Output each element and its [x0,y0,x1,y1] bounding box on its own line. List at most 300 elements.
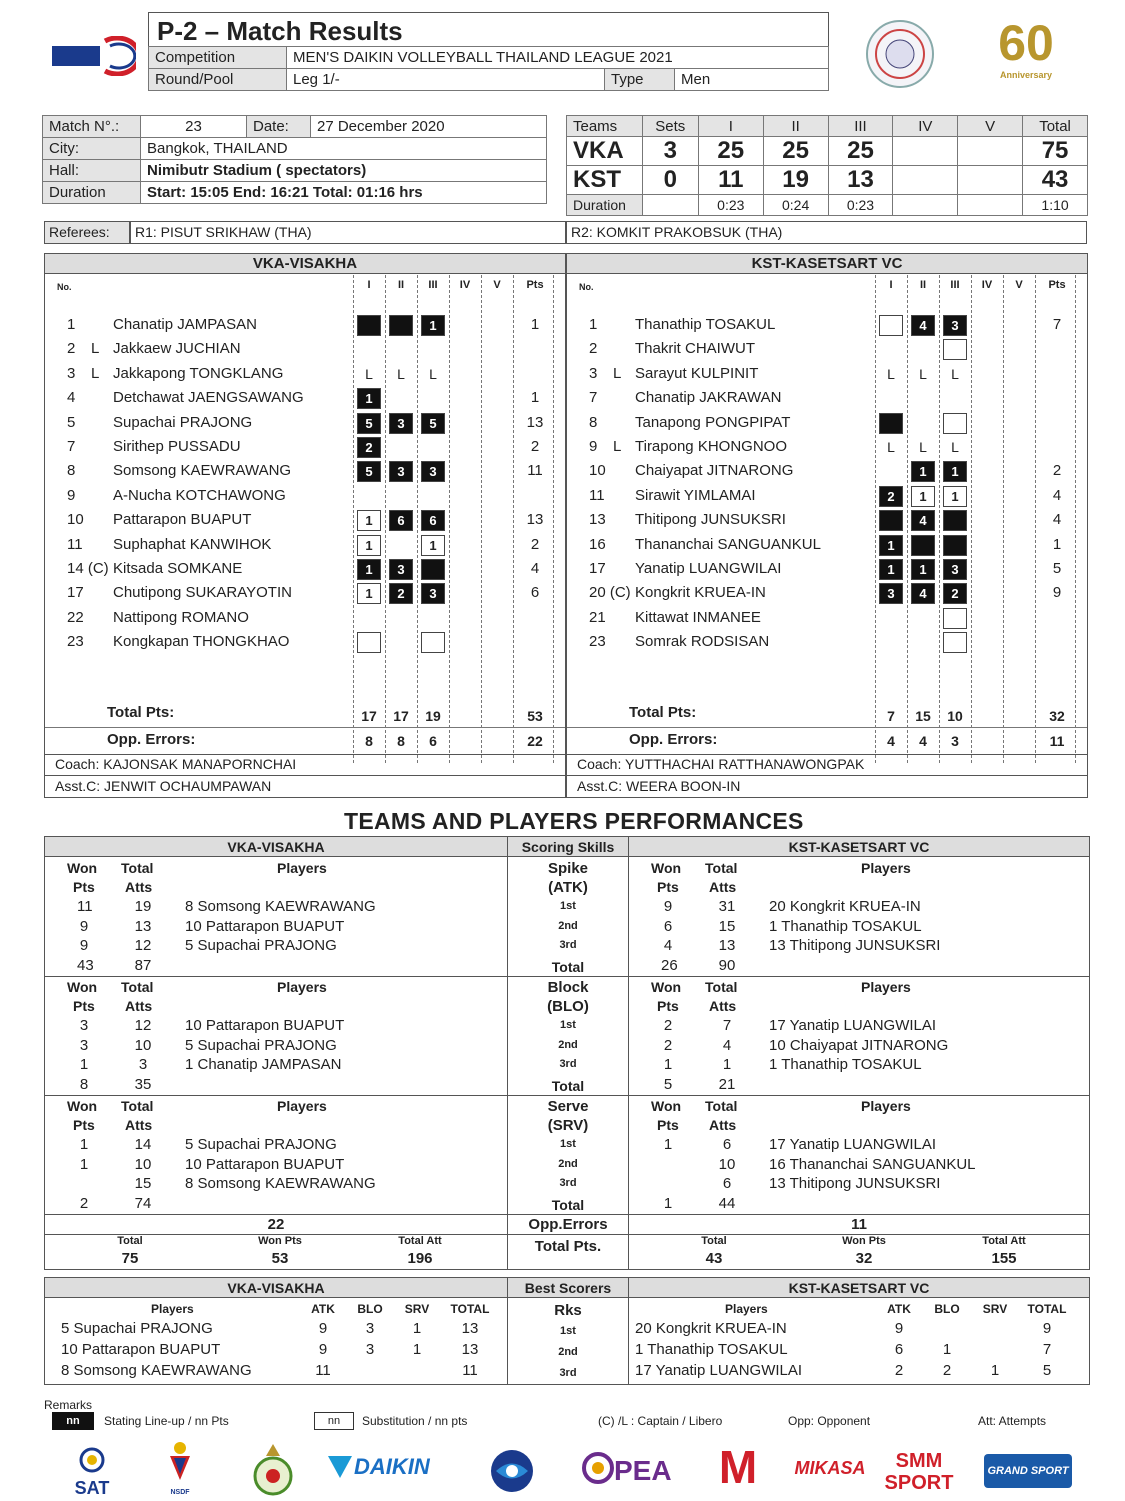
best-col-header: ATK [887,1302,911,1316]
libero-set-mark: L [365,365,373,382]
perf-team1-header: VKA-VISAKHA [45,837,507,857]
assistant-coach: Asst.C: JENWIT OCHAUMPAWAN [55,778,272,794]
player-number: 10 [589,462,606,480]
score-kst-cell [958,166,1023,195]
player-number: 13 [589,511,606,529]
skill-player: 1 Thanathip TOSAKUL [769,1056,922,1073]
rank-label: 3rd [559,1177,577,1189]
lineup-column-header: Pts [526,279,544,291]
player-number: 14 (C) [67,560,109,577]
emblem-logo [250,1442,296,1498]
totals-header: Won Pts [842,1235,886,1247]
score-duration-cell: 0:23 [828,195,893,216]
totals-header: Total [117,1235,143,1247]
lineup-column-header: Pts [1048,279,1066,291]
score-duration-cell: 0:24 [763,195,828,216]
duration-value: Start: 15:05 End: 16:21 Total: 01:16 hrs [141,182,547,204]
player-number: 23 [589,633,606,651]
player-points: 11 [527,462,543,480]
score-header-cell: Teams [567,116,643,137]
player-number: 8 [589,413,598,431]
total-atts-value: 10 [718,1155,736,1173]
player-points: 2 [530,535,540,553]
total-pts-value: 17 [361,708,377,724]
lineup-column-header: III [950,279,960,291]
lineup-divider [567,727,1087,728]
skill-player: 1 Thanathip TOSAKUL [769,917,922,935]
esports-logo [486,1448,538,1494]
starting-square [943,535,967,556]
player-number: 7 [589,389,598,407]
duration-label: Duration [43,182,141,204]
player-number: 10 [67,511,84,529]
lineup-team-name: KST-KASETSART VC [567,254,1087,274]
skill-player: 1 Chanatip JAMPASAN [185,1056,342,1073]
total-header: Total [121,860,154,876]
lineup-column-header: V [493,279,501,291]
match-info [42,115,547,204]
rks-header: Rks [554,1302,582,1319]
score-vka-cell: 3 [642,137,698,166]
player-number: 5 [67,413,76,431]
player-points: 1 [530,316,540,333]
player-name: Somrak RODSISAN [635,633,770,651]
rank-label: 2nd [558,919,578,932]
sat-logo [64,1446,120,1496]
player-points: 2 [1052,462,1062,480]
best-value: 2 [942,1362,952,1379]
totals-value: 196 [407,1250,433,1267]
best-team2-header: KST-KASETSART VC [629,1278,1089,1298]
starting-square: 1 [879,559,903,580]
atts-header: Atts [709,1117,737,1133]
total-pts-value: 17 [393,708,409,724]
lineup-column-header: IV [981,279,993,291]
best-col-header: SRV [404,1302,430,1316]
daikin-volleyball-logo [50,36,136,76]
skill-name: Block [547,979,589,996]
skill-player: 10 Pattarapon BUAPUT [185,1017,345,1034]
column-separator [481,275,482,763]
atts-header: Atts [709,998,737,1014]
remarks-label: Remarks [44,1398,93,1412]
score-vka-cell [893,137,958,166]
score-duration-cell [958,195,1023,216]
smm-sport-logo: SMM SPORT [884,1450,954,1494]
won-pts-value: 9 [663,898,673,915]
best-col-header: BLO [934,1302,960,1316]
rank-label: 1st [560,1138,576,1150]
competition-label: Competition [149,47,287,69]
opp-errors-team1: 22 [267,1216,285,1233]
daikin-logo [326,1452,452,1498]
libero-set-mark: L [919,439,927,455]
won-pts-value: 2 [663,1036,673,1054]
starting-square: 4 [911,315,935,336]
legend-starting-box: nn [52,1412,94,1430]
skill-name: Serve [547,1098,589,1115]
player-number: 22 [67,608,84,626]
player-number: 16 [589,535,606,553]
total-atts-value: 3 [138,1056,148,1073]
skill-player: 5 Supachai PRAJONG [185,1036,337,1054]
won-pts-value: 5 [663,1075,673,1093]
player-number: 4 [67,389,76,407]
skill-abbr: (SRV) [547,1117,589,1134]
starting-square [943,510,967,531]
libero-set-mark: L [887,439,895,455]
best-scorers-table [44,1277,1090,1385]
column-separator [513,275,514,763]
best-value: 1 [942,1341,952,1358]
player-number: 9 [67,486,76,504]
column-separator [1075,275,1076,763]
substitution-square [879,315,903,336]
column-separator [385,275,386,763]
player-name: Chaiyapat JITNARONG [635,462,794,480]
round-label: Round/Pool [149,69,287,91]
legend-starting: Stating Line-up / nn Pts [104,1414,229,1428]
total-header: Total [121,1098,154,1114]
libero-mark: L [91,340,100,358]
player-points: 13 [526,511,544,529]
skill-player: 8 Somsong KAEWRAWANG [185,898,376,915]
player-name: Tirapong KHONGNOO [635,438,787,455]
opp-errors-mid-label: Opp.Errors [528,1216,608,1233]
opp-errors-value: 6 [429,733,437,749]
score-kst-cell: KST [567,166,643,195]
referee-2: R2: KOMKIT PRAKOBSUK (THA) [566,221,1087,244]
starting-square: 3 [389,413,413,434]
total-pts-mid-label: Total Pts. [534,1238,602,1255]
substitution-square: 1 [421,535,445,556]
best-value: 7 [1042,1341,1052,1358]
totals-header: Total Att [982,1235,1026,1247]
score-duration-cell [642,195,698,216]
lineup-column-header: IV [459,279,471,291]
total-pts-label: Total Pts: [107,704,175,721]
player-name: Thananchai SANGUANKUL [635,535,821,553]
player-name: Kongkrit KRUEA-IN [635,584,766,602]
total-atts-value: 13 [718,937,736,954]
score-kst-cell: 13 [828,166,893,195]
total-atts-value: 1 [722,1056,732,1073]
total-header: Total [705,860,738,876]
score-vka-cell: VKA [567,137,643,166]
opp-errors-value: 4 [887,733,895,749]
score-vka-cell: 25 [828,137,893,166]
won-pts-value: 2 [79,1194,89,1212]
player-name: Chutipong SUKARAYOTIN [113,584,292,602]
starting-square: 3 [421,583,445,604]
skill-player: 17 Yanatip LUANGWILAI [769,1017,937,1034]
starting-square: 6 [389,510,413,531]
libero-mark: L [613,438,622,455]
player-name: Jakkapong TONGKLANG [113,364,284,382]
lineup-team1 [44,253,566,798]
substitution-square: 1 [357,583,381,604]
opp-errors-value: 8 [365,733,373,749]
rank-label: 1st [560,1325,576,1337]
score-header-cell: IV [893,116,958,137]
substitution-square [943,632,967,653]
starting-square: 2 [389,583,413,604]
player-name: Tanapong PONGPIPAT [635,413,791,431]
totals-value: 75 [121,1250,139,1267]
total-atts-value: 15 [134,1175,152,1192]
federation-seal-logo [864,18,936,90]
type-label: Type [605,69,675,91]
skill-player: 13 Thitipong JUNSUKSRI [769,1175,941,1192]
player-number: 1 [589,316,598,333]
pts-header: Pts [657,879,679,895]
lineup-column-header: I [367,279,371,291]
hall-label: Hall: [43,160,141,182]
atts-header: Atts [125,998,153,1014]
best-value: 9 [1042,1320,1052,1337]
player-name: Kittawat INMANEE [635,608,761,626]
total-pts-value: 53 [527,708,543,724]
player-name: Nattipong ROMANO [113,608,249,626]
hall-value: Nimibutr Stadium ( spectators) [141,160,547,182]
skill-player: 10 Chaiyapat JITNARONG [769,1036,949,1054]
player-number: 17 [589,560,606,577]
score-duration-cell: Duration [567,195,643,216]
rank-label: 2nd [558,1157,578,1170]
won-pts-value: 6 [663,917,673,935]
best-value: 9 [318,1341,328,1358]
player-number: 7 [67,438,76,455]
won-pts-value: 11 [77,898,93,915]
pts-header: Pts [73,1117,95,1133]
total-header: Total [121,979,154,995]
player-points: 1 [530,389,540,407]
total-atts-value: 21 [718,1075,736,1093]
total-atts-value: 12 [134,937,152,954]
starting-square: 3 [943,315,967,336]
referee-1: R1: PISUT SRIKHAW (THA) [130,221,566,244]
player-points: 4 [1052,511,1062,529]
player-name: Thitipong JUNSUKSRI [635,511,786,529]
rank-label: Total [551,1196,585,1213]
pts-header: Pts [657,1117,679,1133]
sat-text: SAT [74,1478,110,1498]
legend-captain: (C) /L : Captain / Libero [598,1414,723,1428]
pts-header: Pts [73,879,95,895]
round-value: Leg 1/- [287,69,605,91]
won-header: Won [651,860,682,876]
starting-square: 1 [357,388,381,409]
starting-square [421,559,445,580]
skill-player: 17 Yanatip LUANGWILAI [769,1136,937,1153]
best-player: 20 Kongkrit KRUEA-IN [635,1320,787,1337]
won-header: Won [67,1098,98,1114]
total-atts-value: 7 [722,1017,732,1034]
total-pts-value: 32 [1049,708,1065,724]
won-pts-value: 1 [663,1056,673,1073]
substitution-square [421,632,445,653]
score-vka-cell: 25 [698,137,763,166]
best-col-header: TOTAL [450,1302,490,1316]
score-duration-cell: 0:23 [698,195,763,216]
player-name: Thanathip TOSAKUL [635,316,776,333]
lineup-column-header: II [397,279,405,291]
pts-header: Pts [73,998,95,1014]
score-kst-cell: 43 [1023,166,1088,195]
won-pts-value: 1 [663,1136,673,1153]
legend-opp: Opp: Opponent [788,1414,871,1428]
city-value: Bangkok, THAILAND [141,138,547,160]
won-pts-value: 43 [77,956,94,974]
totals-header: Total Att [398,1235,442,1247]
best-col-header: BLO [357,1302,383,1316]
substitution-square: 1 [357,535,381,556]
total-pts-value: 15 [915,708,931,724]
city-label: City: [43,138,141,160]
nsdf-logo [158,1440,202,1498]
anniversary-logo [992,16,1060,92]
total-atts-value: 15 [718,917,736,935]
lineup-divider [45,754,565,755]
type-value: Men [675,69,829,91]
set-scores [566,115,1088,216]
section-divider [45,976,1089,977]
rank-label: 1st [560,900,576,912]
competition-info [148,46,829,91]
player-name: Yanatip LUANGWILAI [635,560,782,577]
player-name: Sirawit YIMLAMAI [635,486,756,504]
pea-logo [582,1450,676,1490]
starting-square: 3 [389,559,413,580]
total-atts-value: 6 [722,1136,732,1153]
best-value: 1 [412,1320,422,1337]
match-no-label: Match N°.: [43,116,141,138]
total-atts-value: 74 [134,1194,152,1212]
score-kst-cell [893,166,958,195]
player-points: 4 [1052,486,1062,504]
best-value: 2 [894,1362,904,1379]
best-col-header: ATK [311,1302,335,1316]
skill-player: 5 Supachai PRAJONG [185,937,337,954]
atts-header: Atts [125,879,153,895]
lineup-divider [567,775,1087,776]
starting-square: 2 [879,486,903,507]
won-pts-value: 2 [663,1017,673,1034]
date-label: Date: [247,116,311,138]
libero-mark: L [613,364,622,382]
column-separator [1035,275,1036,763]
lineup-column-header: III [428,279,438,291]
column-separator [417,275,418,763]
total-atts-value: 10 [134,1036,152,1054]
total-atts-value: 13 [134,917,152,935]
skill-player: 10 Pattarapon BUAPUT [185,917,345,935]
lineup-no-header: No. [57,282,72,292]
player-points: 2 [530,438,540,455]
lineup-divider [567,754,1087,755]
starting-square: 5 [357,413,381,434]
player-number: 2 [67,340,76,358]
score-kst-cell: 19 [763,166,828,195]
anniversary-number: 60 [998,15,1054,71]
date-value: 27 December 2020 [311,116,547,138]
player-name: Suphaphat KANWIHOK [113,535,272,553]
section-divider [45,1095,1089,1096]
opp-errors-value: 11 [1049,733,1065,749]
starting-square: 5 [357,461,381,482]
total-pts-value: 10 [947,708,963,724]
player-name: Chanatip JAMPASAN [113,316,257,333]
starting-square: 1 [357,559,381,580]
best-value: 13 [461,1320,479,1337]
score-header-cell: III [828,116,893,137]
starting-square: 3 [421,461,445,482]
lineup-team2 [566,253,1088,798]
best-value: 6 [894,1341,904,1358]
perf-team2-header: KST-KASETSART VC [629,837,1089,857]
perf-skills-header: Scoring Skills [507,837,629,857]
substitution-square [943,608,967,629]
total-atts-value: 6 [722,1175,732,1192]
best-col-header: Players [725,1302,768,1316]
section-divider [45,1234,1089,1235]
lineup-column-header: II [919,279,927,291]
libero-set-mark: L [429,365,437,382]
starting-square [357,315,381,336]
player-number: 3 [589,364,598,382]
best-title: Best Scorers [507,1278,629,1298]
skill-abbr: (ATK) [548,879,588,896]
starting-square [879,413,903,434]
best-player: 8 Somsong KAEWRAWANG [61,1362,252,1379]
column-separator [939,275,940,763]
player-number: 8 [67,462,76,480]
player-name: Kongkapan THONGKHAO [113,633,290,651]
starting-square: 5 [421,413,445,434]
lineup-divider [45,775,565,776]
column-separator [875,275,876,763]
player-name: A-Nucha KOTCHAWONG [113,486,286,504]
score-header-cell: II [763,116,828,137]
match-no: 23 [141,116,247,138]
player-points: 9 [1052,584,1062,602]
player-name: Jakkaew JUCHIAN [113,340,241,358]
grand-sport-logo: GRAND SPORT [984,1454,1072,1488]
svg-text:DAIKIN: DAIKIN [354,1454,430,1479]
player-name: Supachai PRAJONG [113,413,253,431]
score-kst-cell: 0 [642,166,698,195]
best-value: 11 [315,1362,331,1379]
m-logo [714,1441,762,1498]
total-atts-value: 44 [718,1194,736,1212]
opp-errors-value: 8 [397,733,405,749]
column-separator [553,275,554,763]
starting-square: 1 [879,535,903,556]
total-header: Total [705,1098,738,1114]
starting-square: 3 [943,559,967,580]
mikasa-logo: MIKASA [794,1458,866,1478]
column-separator [907,275,908,763]
totals-value: 43 [705,1250,723,1267]
lineup-column-header: I [889,279,893,291]
player-number: 21 [589,608,606,626]
won-header: Won [651,979,682,995]
svg-text:PEA: PEA [614,1455,672,1486]
libero-set-mark: L [397,365,405,382]
won-pts-value: 3 [79,1036,89,1054]
rank-label: 3rd [559,939,577,951]
skill-player: 8 Somsong KAEWRAWANG [185,1175,376,1192]
